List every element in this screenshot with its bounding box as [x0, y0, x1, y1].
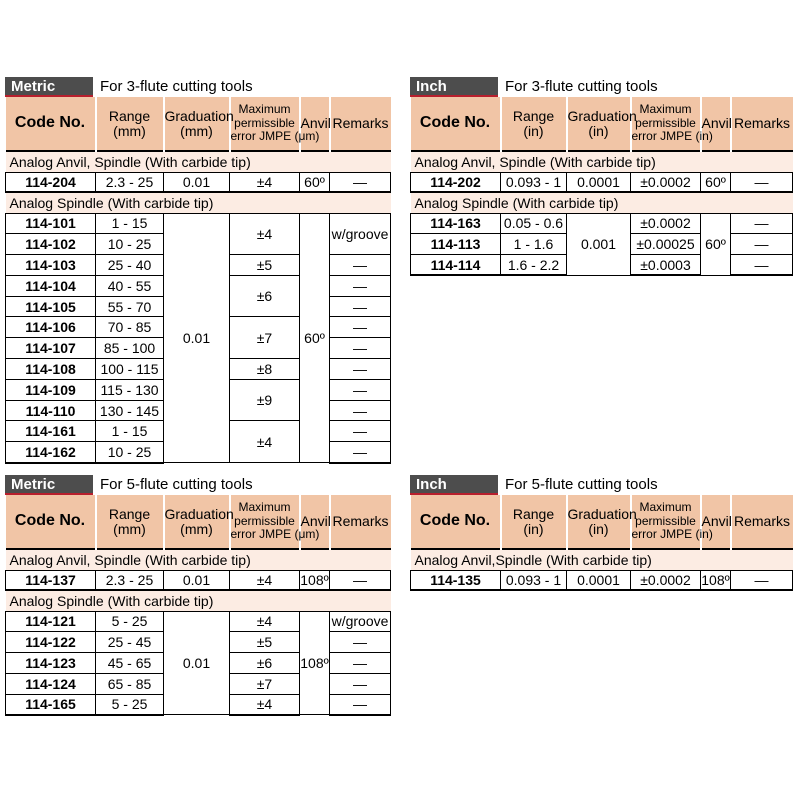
section-subtitle: For 3-flute cutting tools [100, 78, 253, 95]
remarks-cell: — [731, 172, 793, 192]
section-tag: Metric [5, 77, 93, 97]
table-header-row [6, 495, 391, 549]
range-cell: 70 - 85 [96, 317, 164, 338]
range-cell: 100 - 115 [96, 359, 164, 380]
code-cell: 114-101 [6, 213, 96, 234]
code-cell: 114-114 [411, 255, 501, 276]
range-cell: 0.05 - 0.6 [501, 213, 567, 234]
header-range: Range (in) [501, 495, 567, 549]
header-anvil: Anvil [701, 97, 731, 151]
header-code: Code No. [411, 495, 501, 549]
section-tag: Metric [5, 475, 93, 495]
range-cell: 2.3 - 25 [96, 570, 164, 590]
range-cell: 10 - 25 [96, 442, 164, 463]
mpe-cell: ±4 [230, 172, 300, 192]
code-cell: 114-165 [6, 694, 96, 715]
header-code: Code No. [6, 97, 96, 151]
mpe-cell: ±4 [230, 694, 300, 715]
remarks-cell: — [330, 653, 391, 674]
remarks-cell: — [330, 673, 391, 694]
group-label: Analog Spindle (With carbide tip) [6, 192, 391, 213]
remarks-cell: — [330, 172, 391, 192]
mpe-cell: ±0.00025 [631, 234, 701, 255]
code-cell: 114-123 [6, 653, 96, 674]
section-tag: Inch [410, 77, 498, 97]
header-anvil: Anvil [300, 97, 330, 151]
header-graduation: Graduation (mm) [164, 97, 230, 151]
remarks-cell: — [330, 359, 391, 380]
table-row [6, 570, 391, 590]
code-cell: 114-121 [6, 611, 96, 632]
header-range: Range (mm) [96, 97, 164, 151]
remarks-cell: — [330, 421, 391, 442]
code-cell: 114-105 [6, 296, 96, 317]
mpe-cell: ±5 [230, 255, 300, 276]
header-mpe: Maximum permissible error JMPE (in) [631, 495, 701, 549]
header-code: Code No. [6, 495, 96, 549]
header-graduation: Graduation (mm) [164, 495, 230, 549]
graduation-cell: 0.01 [164, 570, 230, 590]
section-subtitle: For 5-flute cutting tools [100, 476, 253, 493]
table-row [6, 611, 391, 632]
mpe-cell: ±4 [230, 213, 300, 255]
range-cell: 115 - 130 [96, 379, 164, 400]
range-cell: 1 - 15 [96, 421, 164, 442]
header-mpe: Maximum permissible error JMPE (in) [631, 97, 701, 151]
remarks-cell: — [330, 694, 391, 715]
code-cell: 114-110 [6, 400, 96, 421]
remarks-cell: — [330, 570, 391, 590]
table-row [411, 213, 793, 234]
header-mpe: Maximum permissible error JMPE (μm) [230, 495, 300, 549]
section-subtitle: For 5-flute cutting tools [505, 476, 658, 493]
remarks-cell: — [330, 296, 391, 317]
header-anvil: Anvil [701, 495, 731, 549]
header-remarks: Remarks [330, 495, 391, 549]
remarks-cell: w/groove [330, 611, 391, 632]
group-label: Analog Anvil,Spindle (With carbide tip) [411, 549, 793, 570]
header-mpe: Maximum permissible error JMPE (μm) [230, 97, 300, 151]
remarks-cell: — [330, 338, 391, 359]
remarks-cell: — [330, 400, 391, 421]
range-cell: 1.6 - 2.2 [501, 255, 567, 276]
range-cell: 130 - 145 [96, 400, 164, 421]
mpe-cell: ±4 [230, 570, 300, 590]
inch-5-flute-table [410, 495, 793, 591]
code-cell: 114-162 [6, 442, 96, 463]
graduation-cell: 0.0001 [567, 172, 631, 192]
table-row [6, 172, 391, 192]
table-header-row [411, 495, 793, 549]
range-cell: 1 - 15 [96, 213, 164, 234]
graduation-cell: 0.001 [567, 213, 631, 275]
mpe-cell: ±6 [230, 275, 300, 317]
mpe-cell: ±9 [230, 379, 300, 421]
remarks-cell: — [731, 234, 793, 255]
section-subtitle: For 3-flute cutting tools [505, 78, 658, 95]
code-cell: 114-106 [6, 317, 96, 338]
group-label: Analog Anvil, Spindle (With carbide tip) [6, 151, 391, 172]
anvil-cell: 108º [701, 570, 731, 590]
remarks-cell: — [330, 255, 391, 276]
range-cell: 10 - 25 [96, 234, 164, 255]
code-cell: 114-113 [411, 234, 501, 255]
mpe-cell: ±5 [230, 632, 300, 653]
remarks-cell: — [731, 255, 793, 276]
code-cell: 114-108 [6, 359, 96, 380]
code-cell: 114-122 [6, 632, 96, 653]
remarks-cell: — [330, 632, 391, 653]
graduation-cell: 0.01 [164, 611, 230, 715]
remarks-cell: — [330, 379, 391, 400]
graduation-cell: 0.01 [164, 213, 230, 463]
range-cell: 40 - 55 [96, 275, 164, 296]
mpe-cell: ±0.0002 [631, 570, 701, 590]
code-cell: 114-107 [6, 338, 96, 359]
header-remarks: Remarks [731, 97, 793, 151]
code-cell: 114-109 [6, 379, 96, 400]
remarks-cell: — [731, 570, 793, 590]
mpe-cell: ±7 [230, 673, 300, 694]
header-code: Code No. [411, 97, 501, 151]
anvil-cell: 60º [701, 213, 731, 275]
mpe-cell: ±7 [230, 317, 300, 359]
anvil-cell: 60º [300, 172, 330, 192]
code-cell: 114-124 [6, 673, 96, 694]
code-cell: 114-163 [411, 213, 501, 234]
inch-3-flute-table [410, 97, 793, 276]
range-cell: 85 - 100 [96, 338, 164, 359]
range-cell: 1 - 1.6 [501, 234, 567, 255]
metric-5-flute-table [5, 495, 391, 716]
mpe-cell: ±0.0002 [631, 172, 701, 192]
section-tag: Inch [410, 475, 498, 495]
header-remarks: Remarks [330, 97, 391, 151]
code-cell: 114-137 [6, 570, 96, 590]
header-remarks: Remarks [731, 495, 793, 549]
remarks-cell: — [330, 442, 391, 463]
range-cell: 5 - 25 [96, 611, 164, 632]
range-cell: 25 - 45 [96, 632, 164, 653]
code-cell: 114-135 [411, 570, 501, 590]
graduation-cell: 0.0001 [567, 570, 631, 590]
mpe-cell: ±0.0002 [631, 213, 701, 234]
mpe-cell: ±4 [230, 611, 300, 632]
header-anvil: Anvil [300, 495, 330, 549]
range-cell: 45 - 65 [96, 653, 164, 674]
code-cell: 114-104 [6, 275, 96, 296]
remarks-cell: w/groove [330, 213, 391, 255]
remarks-cell: — [330, 317, 391, 338]
anvil-cell: 60º [701, 172, 731, 192]
range-cell: 0.093 - 1 [501, 570, 567, 590]
header-range: Range (mm) [96, 495, 164, 549]
anvil-cell: 108º [300, 570, 330, 590]
code-cell: 114-161 [6, 421, 96, 442]
range-cell: 55 - 70 [96, 296, 164, 317]
range-cell: 2.3 - 25 [96, 172, 164, 192]
code-cell: 114-102 [6, 234, 96, 255]
remarks-cell: — [330, 275, 391, 296]
graduation-cell: 0.01 [164, 172, 230, 192]
group-label: Analog Spindle (With carbide tip) [411, 192, 793, 213]
header-graduation: Graduation (in) [567, 97, 631, 151]
metric-3-flute-table [5, 97, 391, 464]
code-cell: 114-204 [6, 172, 96, 192]
group-label: Analog Anvil, Spindle (With carbide tip) [411, 151, 793, 172]
table-header-row [6, 97, 391, 151]
table-row [411, 570, 793, 590]
header-range: Range (in) [501, 97, 567, 151]
header-graduation: Graduation (in) [567, 495, 631, 549]
range-cell: 65 - 85 [96, 673, 164, 694]
table-header-row [411, 97, 793, 151]
anvil-cell: 60º [300, 213, 330, 463]
anvil-cell: 108º [300, 611, 330, 715]
code-cell: 114-202 [411, 172, 501, 192]
mpe-cell: ±4 [230, 421, 300, 463]
table-row [411, 172, 793, 192]
range-cell: 5 - 25 [96, 694, 164, 715]
mpe-cell: ±0.0003 [631, 255, 701, 276]
table-row [6, 213, 391, 234]
mpe-cell: ±8 [230, 359, 300, 380]
code-cell: 114-103 [6, 255, 96, 276]
group-label: Analog Anvil, Spindle (With carbide tip) [6, 549, 391, 570]
remarks-cell: — [731, 213, 793, 234]
mpe-cell: ±6 [230, 653, 300, 674]
range-cell: 25 - 40 [96, 255, 164, 276]
range-cell: 0.093 - 1 [501, 172, 567, 192]
group-label: Analog Spindle (With carbide tip) [6, 590, 391, 611]
